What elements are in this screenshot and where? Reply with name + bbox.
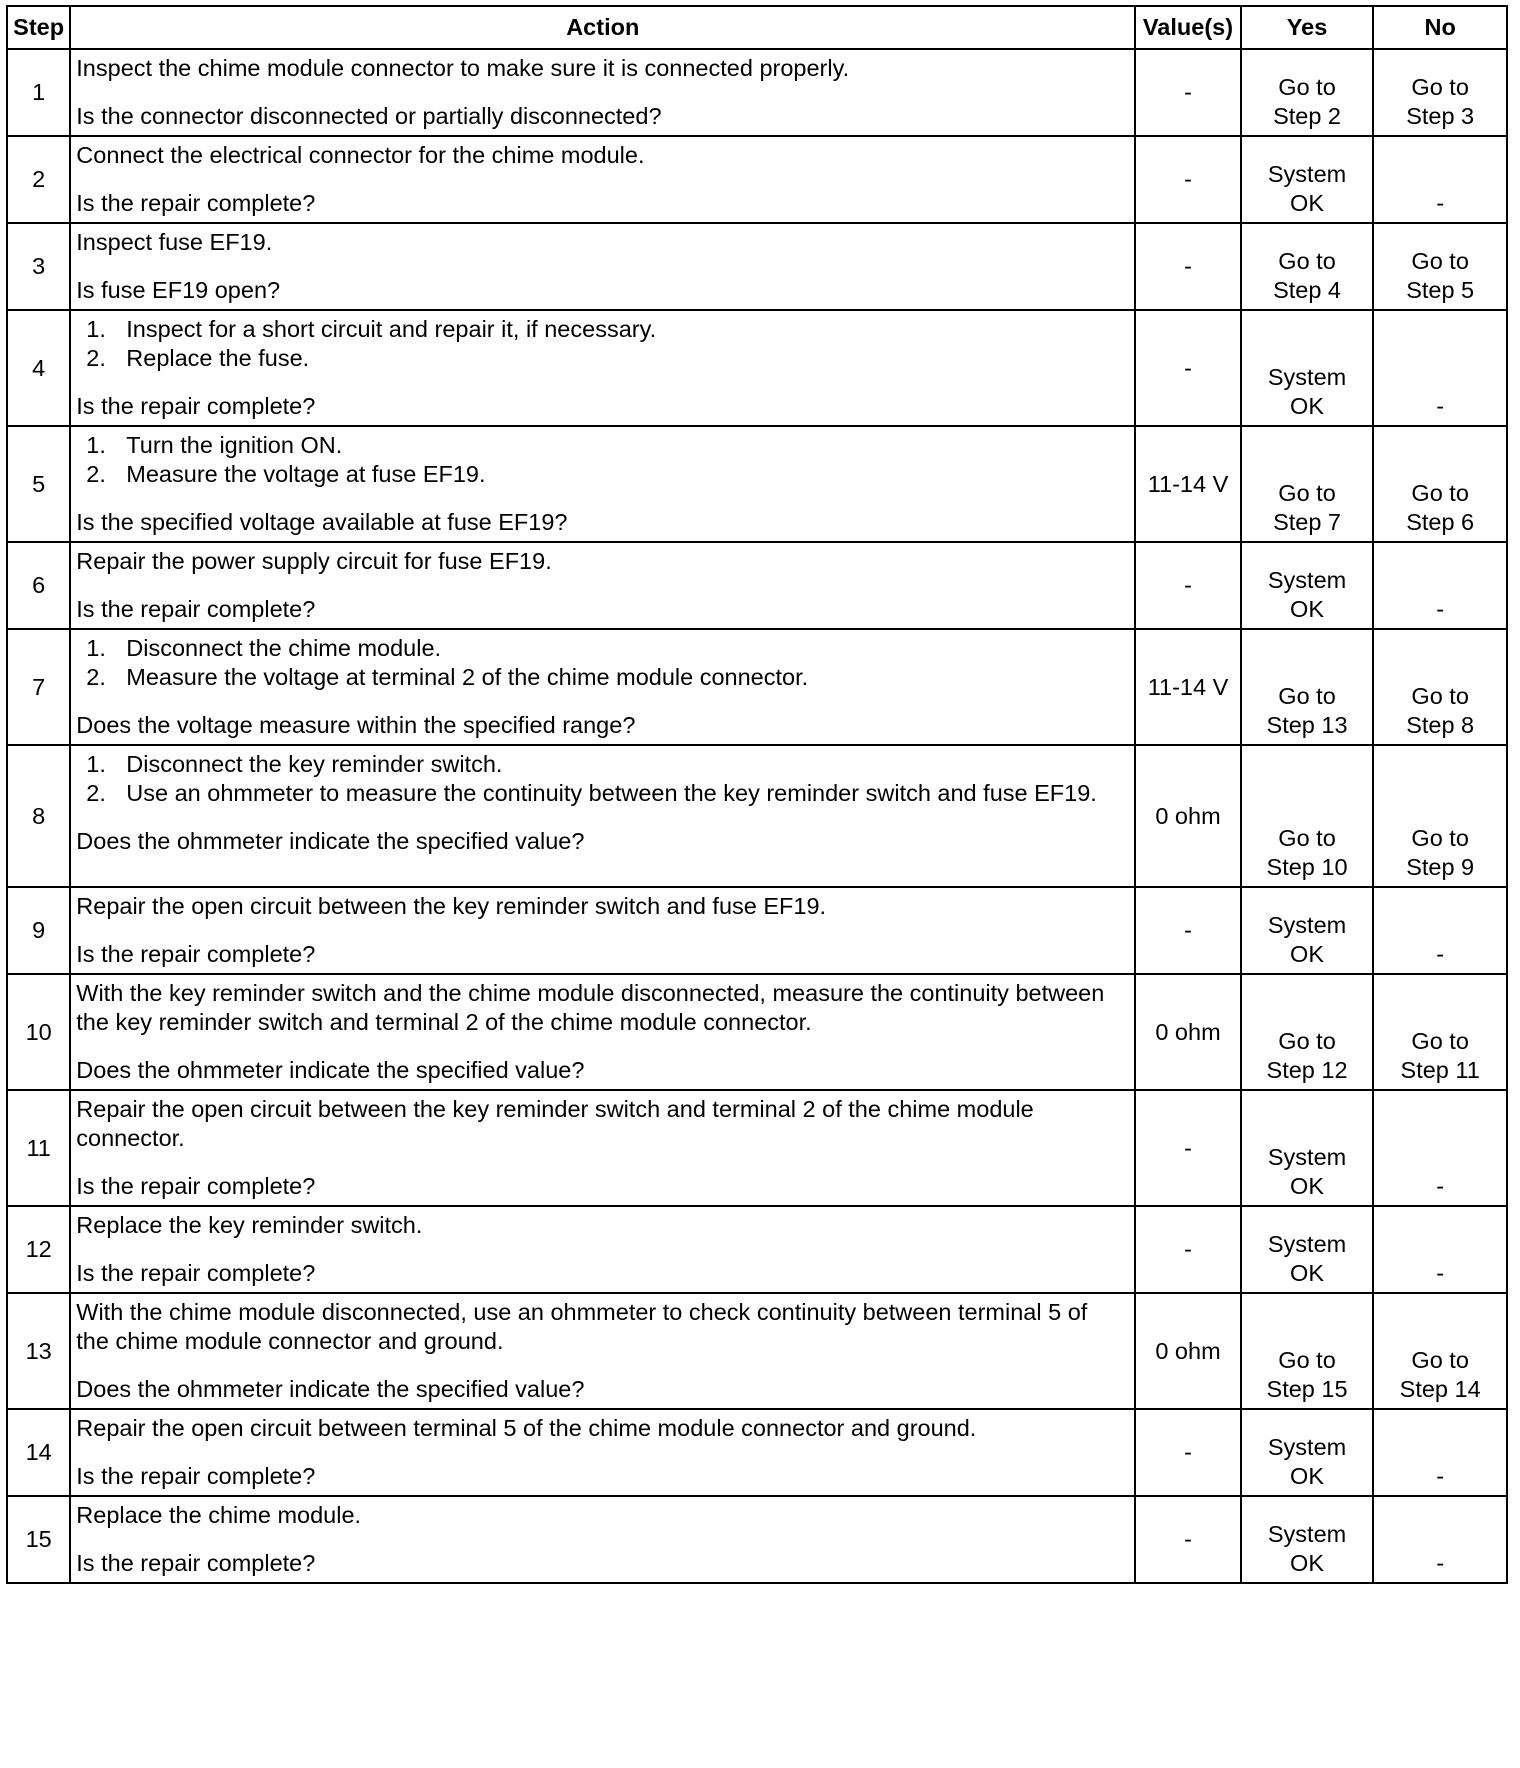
table-row	[7, 745, 1507, 887]
yes-line: Step 2	[1273, 103, 1342, 129]
yes-line: System	[1267, 567, 1347, 593]
header-values: Value(s)	[1135, 6, 1240, 49]
value-cell: -	[1135, 1409, 1240, 1496]
no-cell	[1373, 426, 1507, 542]
no-line: Go to	[1411, 480, 1469, 506]
table-row	[7, 136, 1507, 223]
substep-text: Measure the voltage at terminal 2 of the chime module connector.	[126, 664, 809, 690]
instruction-text: Repair the open circuit between the key reminder switch and fuse EF19.	[76, 893, 827, 919]
table-row	[7, 974, 1507, 1090]
yes-cell	[1241, 426, 1374, 542]
question-text: Is the repair complete?	[76, 1463, 316, 1489]
substep-number: 2.	[86, 461, 106, 487]
table-row	[7, 1496, 1507, 1583]
no-line: Step 11	[1400, 1057, 1480, 1083]
value-cell: -	[1135, 887, 1240, 974]
yes-line: Go to	[1278, 1347, 1336, 1373]
value-cell: -	[1135, 542, 1240, 629]
substep-item	[76, 750, 1126, 779]
no-cell	[1373, 1409, 1507, 1496]
action-cell	[70, 1293, 1135, 1409]
no-line: -	[1436, 1260, 1445, 1286]
yes-line: OK	[1290, 393, 1325, 419]
yes-line: Step 15	[1266, 1376, 1348, 1402]
yes-line: OK	[1290, 1550, 1325, 1576]
step-number: 11	[7, 1090, 70, 1206]
value-cell: -	[1135, 1496, 1240, 1583]
substep-item	[76, 779, 1126, 808]
header-yes: Yes	[1241, 6, 1374, 49]
instruction-text: Connect the electrical connector for the chime module.	[76, 142, 645, 168]
header-row	[7, 6, 1507, 49]
no-line: Go to	[1411, 1347, 1469, 1373]
substep-number: 2.	[86, 780, 106, 806]
no-cell	[1373, 542, 1507, 629]
question-text: Is the repair complete?	[76, 941, 316, 967]
yes-line: OK	[1290, 596, 1325, 622]
table-row	[7, 1293, 1507, 1409]
no-line: Go to	[1411, 74, 1469, 100]
question-text: Does the ohmmeter indicate the specified value?	[76, 1057, 585, 1083]
no-line: -	[1436, 941, 1445, 967]
substep-item	[76, 315, 1126, 344]
table-row	[7, 310, 1507, 426]
table-body	[7, 49, 1507, 1583]
step-number: 12	[7, 1206, 70, 1293]
value-cell: -	[1135, 49, 1240, 136]
instruction-text: Replace the key reminder switch.	[76, 1212, 423, 1238]
yes-cell	[1241, 310, 1374, 426]
yes-line: Go to	[1278, 74, 1336, 100]
yes-line: OK	[1290, 190, 1325, 216]
header-no: No	[1373, 6, 1507, 49]
table-row	[7, 1090, 1507, 1206]
yes-line: Step 7	[1273, 509, 1342, 535]
substep-item	[76, 431, 1126, 460]
action-cell	[70, 426, 1135, 542]
no-cell	[1373, 310, 1507, 426]
yes-line: OK	[1290, 941, 1325, 967]
instruction-text: Repair the power supply circuit for fuse EF19.	[76, 548, 552, 574]
step-number: 8	[7, 745, 70, 887]
yes-line: Go to	[1278, 683, 1336, 709]
step-number: 4	[7, 310, 70, 426]
no-cell	[1373, 1090, 1507, 1206]
no-line: -	[1436, 393, 1445, 419]
yes-line: System	[1267, 1521, 1347, 1547]
substep-number: 1.	[86, 751, 106, 777]
yes-line: Go to	[1278, 480, 1336, 506]
substep-text: Disconnect the key reminder switch.	[126, 751, 503, 777]
action-cell	[70, 745, 1135, 887]
no-cell	[1373, 1496, 1507, 1583]
step-number: 13	[7, 1293, 70, 1409]
value-cell: -	[1135, 1090, 1240, 1206]
step-number: 3	[7, 223, 70, 310]
substep-list	[76, 431, 1126, 489]
question-text: Is the repair complete?	[76, 596, 316, 622]
yes-line: Step 4	[1273, 277, 1342, 303]
yes-cell	[1241, 974, 1374, 1090]
value-cell: 11-14 V	[1135, 629, 1240, 745]
value-cell: 0 ohm	[1135, 974, 1240, 1090]
action-cell	[70, 136, 1135, 223]
yes-cell	[1241, 542, 1374, 629]
no-line: Step 3	[1406, 103, 1475, 129]
substep-list	[76, 315, 1126, 373]
action-cell	[70, 887, 1135, 974]
yes-line: Step 10	[1266, 854, 1348, 880]
yes-line: OK	[1290, 1463, 1325, 1489]
yes-line: Go to	[1278, 1028, 1336, 1054]
no-line: Step 14	[1399, 1376, 1481, 1402]
instruction-text: Repair the open circuit between the key reminder switch and terminal 2 of the chime module connector.	[76, 1096, 1034, 1151]
question-text: Is the repair complete?	[76, 1260, 316, 1286]
question-text: Does the ohmmeter indicate the specified value?	[76, 828, 585, 854]
substep-item	[76, 460, 1126, 489]
no-cell	[1373, 629, 1507, 745]
step-number: 7	[7, 629, 70, 745]
substep-item	[76, 663, 1126, 692]
no-line: Step 9	[1406, 854, 1475, 880]
no-line: Go to	[1411, 1028, 1469, 1054]
yes-cell	[1241, 1090, 1374, 1206]
no-cell	[1373, 49, 1507, 136]
substep-text: Inspect for a short circuit and repair it, if necessary.	[126, 316, 657, 342]
yes-line: System	[1267, 161, 1347, 187]
action-cell	[70, 1090, 1135, 1206]
no-cell	[1373, 887, 1507, 974]
value-cell: 11-14 V	[1135, 426, 1240, 542]
no-cell	[1373, 1206, 1507, 1293]
question-text: Does the ohmmeter indicate the specified value?	[76, 1376, 585, 1402]
yes-cell	[1241, 49, 1374, 136]
yes-cell	[1241, 1206, 1374, 1293]
substep-text: Turn the ignition ON.	[126, 432, 343, 458]
yes-cell	[1241, 223, 1374, 310]
action-cell	[70, 629, 1135, 745]
instruction-text: Replace the chime module.	[76, 1502, 362, 1528]
substep-number: 2.	[86, 345, 106, 371]
no-line: Step 8	[1406, 712, 1475, 738]
yes-line: System	[1267, 912, 1347, 938]
no-line: -	[1436, 1463, 1445, 1489]
instruction-text: Inspect the chime module connector to make sure it is connected properly.	[76, 55, 850, 81]
substep-number: 1.	[86, 432, 106, 458]
no-line: -	[1436, 1550, 1445, 1576]
question-text: Is the repair complete?	[76, 190, 316, 216]
yes-cell	[1241, 1409, 1374, 1496]
no-line: -	[1436, 596, 1445, 622]
table-row	[7, 49, 1507, 136]
no-line: Go to	[1411, 248, 1469, 274]
table-row	[7, 887, 1507, 974]
yes-line: OK	[1290, 1260, 1325, 1286]
value-cell: -	[1135, 223, 1240, 310]
no-line: Go to	[1411, 683, 1469, 709]
value-cell: -	[1135, 1206, 1240, 1293]
action-cell	[70, 1496, 1135, 1583]
step-number: 14	[7, 1409, 70, 1496]
question-text: Does the voltage measure within the specified range?	[76, 712, 636, 738]
action-cell	[70, 542, 1135, 629]
question-text: Is the repair complete?	[76, 1173, 316, 1199]
no-line: -	[1436, 190, 1445, 216]
substep-number: 1.	[86, 316, 106, 342]
table-row	[7, 542, 1507, 629]
substep-text: Use an ohmmeter to measure the continuity between the key reminder switch and fuse EF19.	[126, 780, 1097, 806]
no-cell	[1373, 223, 1507, 310]
yes-cell	[1241, 136, 1374, 223]
yes-line: Go to	[1278, 248, 1336, 274]
substep-item	[76, 344, 1126, 373]
action-cell	[70, 1409, 1135, 1496]
step-number: 10	[7, 974, 70, 1090]
value-cell: -	[1135, 310, 1240, 426]
no-line: Step 6	[1406, 509, 1475, 535]
substep-text: Disconnect the chime module.	[126, 635, 442, 661]
no-line: -	[1436, 1173, 1445, 1199]
question-text: Is the connector disconnected or partially disconnected?	[76, 103, 662, 129]
value-cell: -	[1135, 136, 1240, 223]
step-number: 2	[7, 136, 70, 223]
step-number: 1	[7, 49, 70, 136]
action-cell	[70, 223, 1135, 310]
substep-list	[76, 634, 1126, 692]
substep-text: Measure the voltage at fuse EF19.	[126, 461, 486, 487]
step-number: 15	[7, 1496, 70, 1583]
yes-line: System	[1267, 1144, 1347, 1170]
value-cell: 0 ohm	[1135, 745, 1240, 887]
table-row	[7, 1206, 1507, 1293]
no-cell	[1373, 745, 1507, 887]
question-text: Is the repair complete?	[76, 1550, 316, 1576]
yes-line: System	[1267, 1231, 1347, 1257]
substep-text: Replace the fuse.	[126, 345, 310, 371]
action-cell	[70, 1206, 1135, 1293]
header-action: Action	[70, 6, 1135, 49]
substep-number: 2.	[86, 664, 106, 690]
substep-number: 1.	[86, 635, 106, 661]
substep-list	[76, 750, 1126, 808]
yes-cell	[1241, 1496, 1374, 1583]
yes-cell	[1241, 629, 1374, 745]
header-step: Step	[7, 6, 70, 49]
value-cell: 0 ohm	[1135, 1293, 1240, 1409]
instruction-text: Repair the open circuit between terminal 5 of the chime module connector and ground.	[76, 1415, 977, 1441]
yes-line: Step 12	[1266, 1057, 1348, 1083]
yes-line: System	[1267, 364, 1347, 390]
action-cell	[70, 974, 1135, 1090]
question-text: Is the specified voltage available at fuse EF19?	[76, 509, 568, 535]
action-cell	[70, 310, 1135, 426]
table-row	[7, 629, 1507, 745]
yes-cell	[1241, 1293, 1374, 1409]
action-cell	[70, 49, 1135, 136]
no-cell	[1373, 136, 1507, 223]
no-cell	[1373, 974, 1507, 1090]
question-text: Is the repair complete?	[76, 393, 316, 419]
diagnostic-table	[6, 5, 1508, 1584]
instruction-text: Inspect fuse EF19.	[76, 229, 273, 255]
yes-cell	[1241, 745, 1374, 887]
no-line: Go to	[1411, 825, 1469, 851]
step-number: 9	[7, 887, 70, 974]
no-cell	[1373, 1293, 1507, 1409]
yes-line: Go to	[1278, 825, 1336, 851]
yes-line: Step 13	[1266, 712, 1348, 738]
table-row	[7, 223, 1507, 310]
no-line: Step 5	[1406, 277, 1475, 303]
yes-cell	[1241, 887, 1374, 974]
table-row	[7, 1409, 1507, 1496]
substep-item	[76, 634, 1126, 663]
instruction-text: With the chime module disconnected, use an ohmmeter to check continuity between terminal 5 of the chime module connector and ground.	[76, 1299, 1088, 1354]
yes-line: System	[1267, 1434, 1347, 1460]
instruction-text: With the key reminder switch and the chime module disconnected, measure the continuity between the key reminder switch and terminal 2 of the chime module connector.	[76, 980, 1105, 1035]
step-number: 5	[7, 426, 70, 542]
step-number: 6	[7, 542, 70, 629]
table-row	[7, 426, 1507, 542]
question-text: Is fuse EF19 open?	[76, 277, 281, 303]
yes-line: OK	[1290, 1173, 1325, 1199]
